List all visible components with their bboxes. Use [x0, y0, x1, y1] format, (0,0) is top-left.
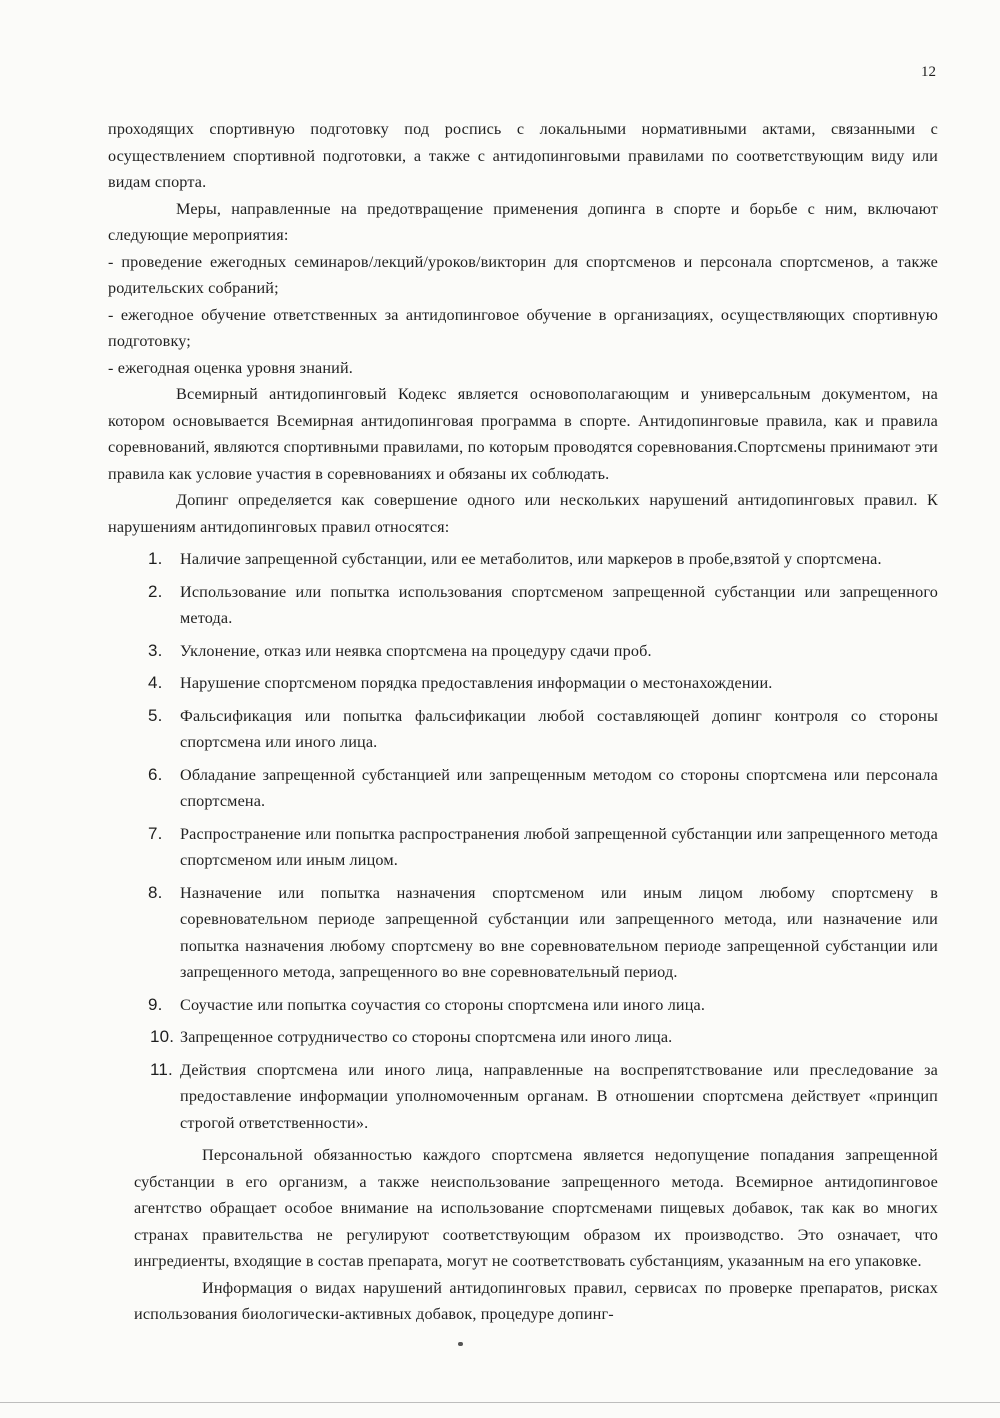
scan-edge-divider	[0, 1402, 1000, 1403]
list-item-number: 4.	[148, 673, 163, 692]
paragraph: проходящих спортивную подготовку под роспись с локальными нормативными актами, связанными с осуществлением спортивной подготовки, а также с антидопинговыми правилами по соответствующим виду или видам спорта.	[108, 120, 938, 191]
list-item-text: Распространение или попытка распространения любой запрещенной субстанции или запрещенного метода спортсменом или иным лицом.	[180, 824, 938, 869]
list-item	[148, 638, 938, 665]
list-item	[148, 821, 938, 874]
list-item-number: 2.	[148, 581, 163, 601]
list-item	[148, 546, 938, 573]
paragraph: Информация о видах нарушений антидопинговых правил, сервисах по проверке препаратов, рисках использования биологически-активных добавок, процедуре допинг-	[134, 1278, 938, 1323]
list-item-text: Запрещенное сотрудничество со стороны спортсмена или иного лица.	[180, 1028, 673, 1046]
document-body	[108, 116, 938, 1328]
list-item-number: 3.	[148, 640, 163, 660]
list-item-number: 9.	[148, 994, 163, 1014]
list-item-number: 8.	[148, 882, 163, 902]
list-item	[148, 703, 938, 756]
paragraph: Допинг определяется как совершение одного или нескольких нарушений антидопинговых правил. К нарушениям антидопинговых правил относятся:	[108, 491, 938, 536]
list-item	[150, 1024, 938, 1051]
list-item-text: Соучастие или попытка соучастия со стороны спортсмена или иного лица.	[180, 995, 706, 1014]
list-item	[148, 880, 938, 986]
list-item	[150, 1057, 938, 1137]
list-item	[148, 992, 938, 1019]
list-item	[148, 579, 938, 632]
bullet-item: - ежегодное обучение ответственных за антидопинговое обучение в организациях, осуществляющих спортивную подготовку;	[108, 305, 938, 350]
list-item	[148, 762, 938, 815]
list-item-text: Действия спортсмена или иного лица, направленные на воспрепятствование или преследование за предоставление информации уполномоченным органам. В отношении спортсмена действует «принцип строгой ответственности».	[180, 1060, 938, 1132]
ink-speck	[458, 1342, 463, 1346]
list-item-text: Использование или попытка использования спортсменом запрещенной субстанции или запрещенного метода.	[180, 582, 938, 627]
paragraph: Меры, направленные на предотвращение применения допинга в спорте и борьбе с ним, включают следующие мероприятия:	[108, 199, 938, 244]
violations-list	[108, 546, 938, 1136]
paragraph: Персональной обязанностью каждого спортсмена является недопущение попадания запрещенной субстанции в его организм, а также неиспользование запрещенного метода. Всемирное антидопинговое агентство обращает особое внимание на использование спортсменами пищевых добавок, так как во многих странах правительства не регулируют соответствующим образом их производство. Это означает, что ингредиенты, входящие в состав препарата, могут не соответствовать субстанциям, указанным на его упаковке.	[134, 1146, 938, 1270]
list-item-text: Назначение или попытка назначения спортсменом или иным лицом любому спортсмену в соревновательном периоде запрещенной субстанции или запрещенного метода, или назначение или попытка назначения любому спортсмену во вне соревновательном периоде запрещенной субстанции или запрещенного метода, запрещенного во вне соревновательный период.	[180, 883, 938, 981]
list-item-number: 10.	[150, 1027, 175, 1046]
page-number: 12	[921, 64, 936, 80]
list-item-number: 5.	[148, 705, 163, 725]
bullet-item: - проведение ежегодных семинаров/лекций/уроков/викторин для спортсменов и персонала спортсменов, а также родительских собраний;	[108, 252, 938, 297]
list-item-text: Обладание запрещенной субстанцией или запрещенным методом со стороны спортсмена или персонала спортсмена.	[180, 765, 938, 810]
list-item-text: Наличие запрещенной субстанции, или ее метаболитов, или маркеров в пробе,взятой у спортсмена.	[180, 550, 882, 568]
paragraph: Всемирный антидопинговый Кодекс является основополагающим и универсальным документом, на котором основывается Всемирная антидопинговая программа в спорте. Антидопинговые правила, как и правила соревнований, являются спортивными правилами, по которым проводятся соревнования.Спортсмены принимают эти правила как условие участия в соревнованиях и обязаны их соблюдать.	[108, 385, 938, 483]
list-item-number: 11.	[150, 1059, 173, 1079]
list-item-number: 7.	[148, 823, 163, 843]
list-item-number: 1.	[148, 549, 163, 568]
bullet-item: - ежегодная оценка уровня знаний.	[108, 358, 353, 377]
list-item	[148, 670, 938, 697]
list-item-text: Нарушение спортсменом порядка предоставления информации о местонахождении.	[180, 674, 773, 692]
list-item-text: Уклонение, отказ или неявка спортсмена на процедуру сдачи проб.	[180, 641, 652, 660]
list-item-text: Фальсификация или попытка фальсификации любой составляющей допинг контроля со стороны спортсмена или иного лица.	[180, 706, 938, 751]
list-item-number: 6.	[148, 764, 163, 784]
